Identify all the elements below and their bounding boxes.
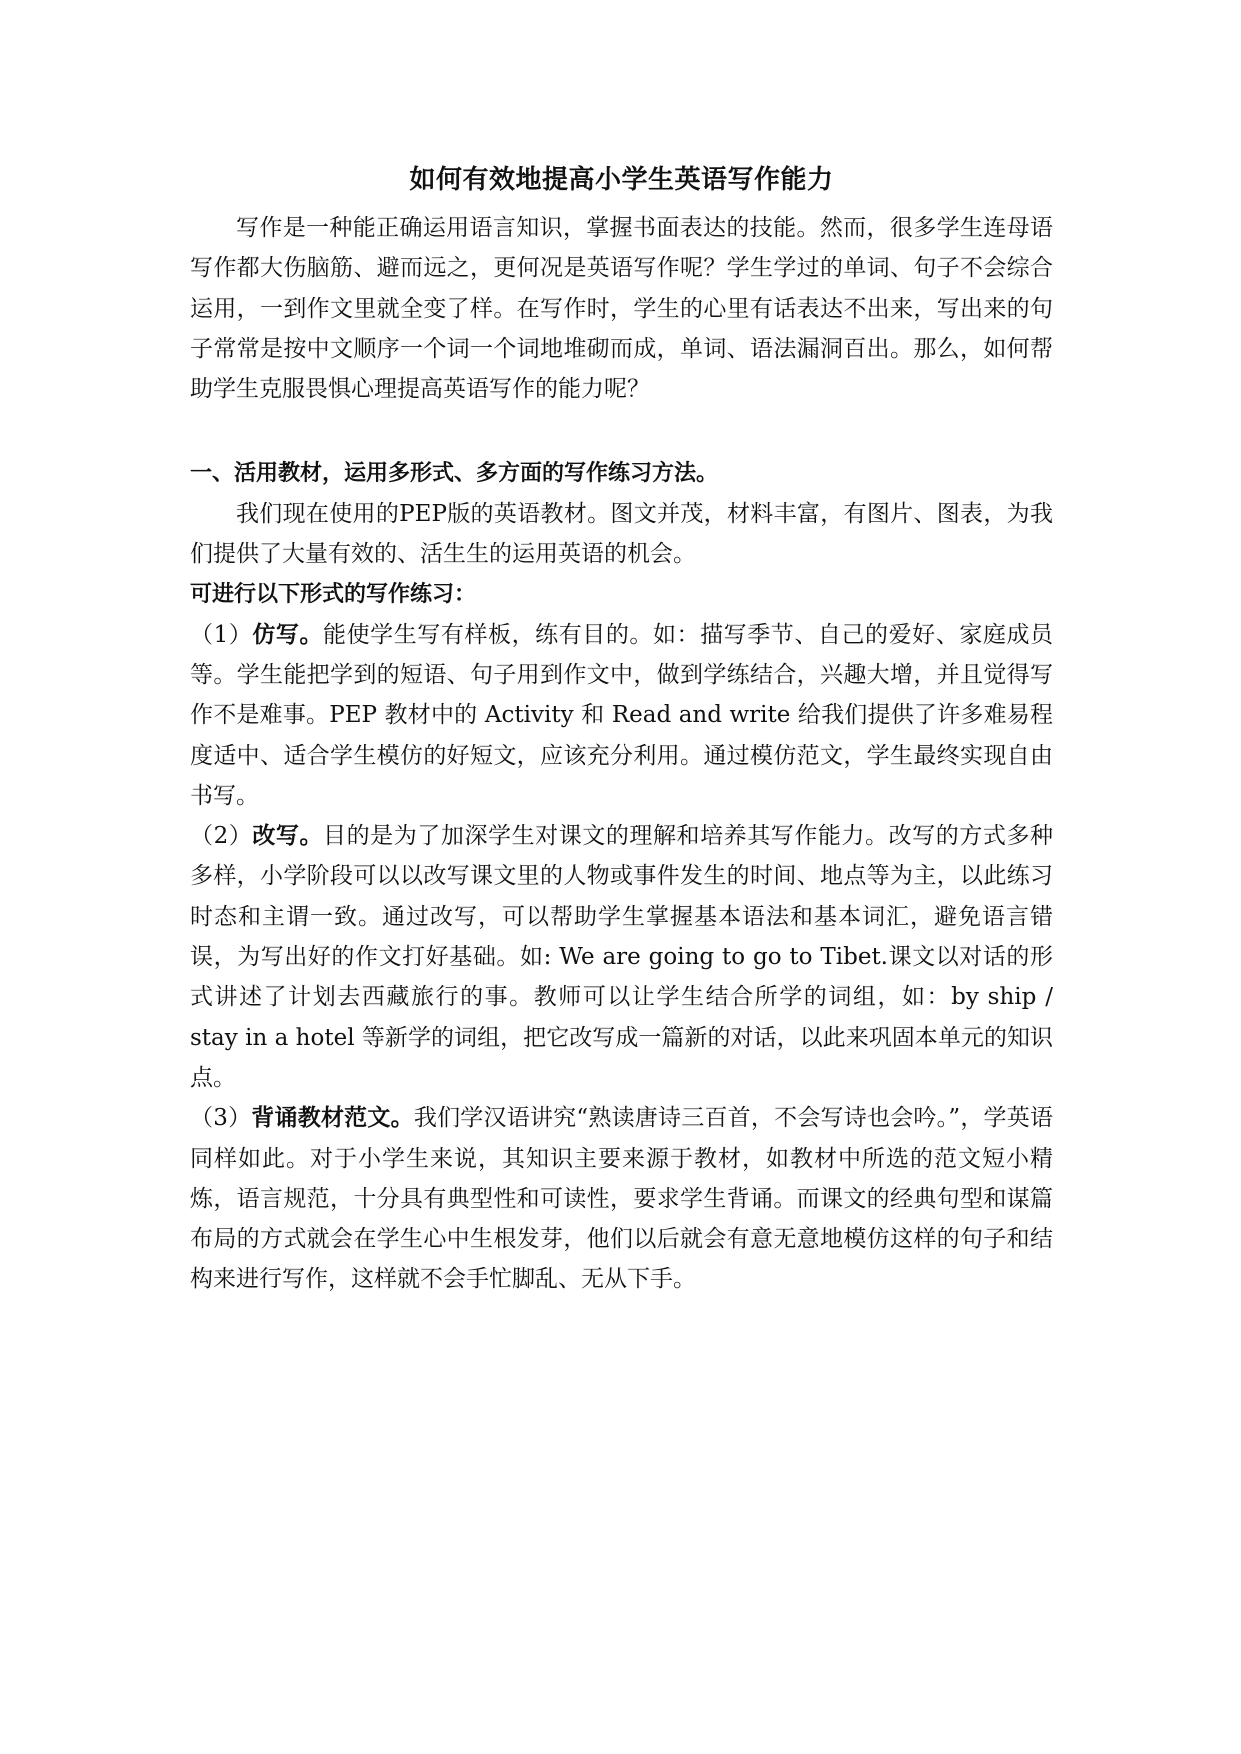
section-gap <box>190 409 1053 453</box>
practice-item-2 <box>190 816 1053 1098</box>
item-1-marker: （1） <box>190 621 253 648</box>
intro-paragraph: 写作是一种能正确运用语言知识，掌握书面表达的技能。然而，很多学生连母语写作都大伤脑筋、避而远之，更何况是英语写作呢？学生学过的单词、句子不会综合运用，一到作文里就全变了样。在写作时，学生的心里有话表达不出来，写出来的句子常常是按中文顺序一个词一个词地堆砌而成，单词、语法漏洞百出。那么，如何帮助学生克服畏惧心理提高英语写作的能力呢？ <box>190 215 1053 403</box>
practice-item-3 <box>190 1098 1053 1299</box>
section-1-paragraph: 我们现在使用的PEP版的英语教材。图文并茂，材料丰富，有图片、图表，为我们提供了大量有效的、活生生的运用英语的机会。 <box>190 500 1053 568</box>
document-page <box>190 160 1053 1300</box>
practice-forms-subheading: 可进行以下形式的写作练习： <box>190 581 477 608</box>
item-2-marker: （2） <box>190 823 253 850</box>
practice-item-1 <box>190 615 1053 816</box>
document-title: 如何有效地提高小学生英语写作能力 <box>409 165 834 195</box>
item-1-lead: 仿写。 <box>252 620 324 648</box>
item-3-text: 我们学汉语讲究“熟读唐诗三百首，不会写诗也会吟。”，学英语同样如此。对于小学生来说，其知识主要来源于教材，如教材中所选的范文短小精炼，语言规范，十分具有典型性和可读性，要求学生背诵。而课文的经典句型和谋篇布局的方式就会在学生心中生根发芽，他们以后就会有意无意地模仿这样的句子和结构来进行写作，这样就不会手忙脚乱、无从下手。 <box>190 1105 1053 1293</box>
item-3-marker: （3） <box>190 1105 252 1132</box>
item-2-text: 目的是为了加深学生对课文的理解和培养其写作能力。改写的方式多种多样，小学阶段可以以改写课文里的人物或事件发生的时间、地点等为主，以此练习时态和主谓一致。通过改写，可以帮助学生掌握基本语法和基本词汇，避免语言错误，为写出好的作文打好基础。如: We are going to go to Tibet.课文以对话的形式讲述了计划去西藏旅行的事。教师可以让学生结合所学的词组，如：by ship / stay in a hotel 等新学的词组，把它改写成一篇新的对话，以此来巩固本单元的知识点。 <box>190 823 1054 1091</box>
item-3-lead: 背诵教材范文。 <box>251 1104 414 1132</box>
item-2-lead: 改写。 <box>252 822 324 850</box>
item-1-text: 能使学生写有样板，练有目的。如：描写季节、自己的爱好、家庭成员等。学生能把学到的短语、句子用到作文中，做到学练结合，兴趣大增，并且觉得写作不是难事。PEP 教材中的 Activity 和 Read and write 给我们提供了许多难易程度适中、适合学生模仿的好短文，应该充分利用。通过模仿范文，学生最终实现自由书写。 <box>190 621 1054 809</box>
section-1-heading: 一、活用教材，运用多形式、多方面的写作练习方法。 <box>190 460 719 487</box>
